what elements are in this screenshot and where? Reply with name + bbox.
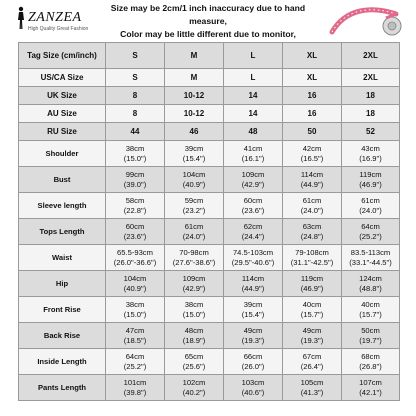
inch-value: (15.0")	[123, 309, 147, 319]
inch-value: (24.0")	[182, 231, 206, 241]
inch-value: (40.6")	[241, 387, 265, 397]
measurement-cell	[165, 167, 224, 193]
inch-value: (18.5")	[123, 335, 147, 345]
row-label-cell: Bust	[19, 167, 106, 193]
inch-value: (42.9")	[182, 283, 206, 293]
measurement-cell	[224, 323, 283, 349]
inch-value: (25.2")	[359, 231, 382, 241]
measurement-cell	[165, 375, 224, 401]
cm-value: 49cm	[243, 325, 263, 335]
measurement-cell	[106, 219, 165, 245]
row-label-cell: AU Size	[19, 105, 106, 123]
row-label-cell: Shoulder	[19, 141, 106, 167]
cm-value: 114cm	[300, 169, 324, 179]
cm-value: 65.5-93cm	[117, 247, 153, 257]
table-row	[19, 323, 400, 349]
value-cell: 50	[283, 123, 342, 141]
cm-value: 60cm	[243, 195, 263, 205]
table-row	[19, 271, 400, 297]
value-cell: 8	[106, 105, 165, 123]
value-cell: M	[165, 69, 224, 87]
cm-value: 59cm	[184, 195, 204, 205]
row-label-cell: Front Rise	[19, 297, 106, 323]
header-label-cell: Tag Size (cm/inch)	[19, 43, 106, 69]
row-label-cell: RU Size	[19, 123, 106, 141]
cm-value: 104cm	[182, 169, 206, 179]
row-label-cell: Tops Length	[19, 219, 106, 245]
inch-value: (40.2")	[182, 387, 206, 397]
value-cell: 48	[224, 123, 283, 141]
cm-value: 104cm	[123, 273, 147, 283]
inch-value: (41.3")	[300, 387, 324, 397]
cm-value: 41cm	[243, 143, 263, 153]
brand-logo	[14, 6, 94, 38]
inch-value: (23.2")	[182, 205, 206, 215]
measurement-cell	[165, 271, 224, 297]
cm-value: 39cm	[184, 143, 204, 153]
measuring-tape-icon	[326, 4, 406, 40]
inch-value: (29.5"-40.6")	[231, 257, 275, 267]
cm-value: 105cm	[300, 377, 324, 387]
cm-value: 48cm	[184, 325, 204, 335]
inch-value: (42.9")	[241, 179, 265, 189]
value-cell: 10-12	[165, 105, 224, 123]
cm-value: 65cm	[184, 351, 204, 361]
measurement-cell	[283, 219, 342, 245]
table-row	[19, 105, 400, 123]
table-row	[19, 349, 400, 375]
row-label-cell: Sleeve length	[19, 193, 106, 219]
measurement-cell	[106, 349, 165, 375]
measurement-cell	[106, 167, 165, 193]
inch-value: (19.3")	[300, 335, 324, 345]
cm-value: 64cm	[125, 351, 145, 361]
size-header-cell: L	[224, 43, 283, 69]
cm-value: 74.5-103cm	[232, 247, 274, 257]
cm-value: 42cm	[302, 143, 322, 153]
inch-value: (26.4")	[300, 361, 324, 371]
inch-value: (31.1"-42.5")	[290, 257, 334, 267]
inch-value: (44.9")	[300, 179, 324, 189]
measurement-cell	[224, 349, 283, 375]
measurement-cell	[342, 271, 400, 297]
notice-line-2: Color may be little different due to monitor,	[120, 29, 296, 39]
woman-silhouette-icon	[16, 6, 26, 30]
measurement-cell	[106, 323, 165, 349]
value-cell: 44	[106, 123, 165, 141]
cm-value: 66cm	[243, 351, 263, 361]
measurement-cell	[165, 323, 224, 349]
cm-value: 50cm	[361, 325, 380, 335]
row-label-cell: Pants Length	[19, 375, 106, 401]
table-row	[19, 141, 400, 167]
brand-tagline: High Quality Great Fashion	[28, 26, 89, 32]
inch-value: (24.0")	[300, 205, 324, 215]
inch-value: (33.1"-44.5")	[349, 257, 392, 267]
measurement-cell	[165, 245, 224, 271]
measurement-cell	[283, 349, 342, 375]
cm-value: 99cm	[125, 169, 145, 179]
inch-value: (46.9")	[300, 283, 324, 293]
value-cell: S	[106, 69, 165, 87]
value-cell: 2XL	[342, 69, 400, 87]
inch-value: (42.1")	[359, 387, 382, 397]
cm-value: 64cm	[361, 221, 380, 231]
cm-value: 49cm	[302, 325, 322, 335]
inch-value: (15.0")	[182, 309, 206, 319]
value-cell: 8	[106, 87, 165, 105]
inch-value: (25.6")	[182, 361, 206, 371]
cm-value: 40cm	[361, 299, 380, 309]
row-label-cell: Back Rise	[19, 323, 106, 349]
measurement-cell	[342, 349, 400, 375]
row-label-cell: Hip	[19, 271, 106, 297]
size-header-cell: S	[106, 43, 165, 69]
cm-value: 38cm	[125, 299, 145, 309]
value-cell: 16	[283, 87, 342, 105]
measurement-cell	[283, 167, 342, 193]
measurement-cell	[342, 219, 400, 245]
measurement-cell	[342, 375, 400, 401]
measurement-cell	[283, 141, 342, 167]
value-cell: 18	[342, 105, 400, 123]
cm-value: 38cm	[184, 299, 204, 309]
table-row	[19, 297, 400, 323]
table-header-row	[19, 43, 400, 69]
value-cell: 14	[224, 105, 283, 123]
inch-value: (16.9")	[359, 153, 382, 163]
measurement-cell	[283, 375, 342, 401]
cm-value: 40cm	[302, 299, 322, 309]
measurement-cell	[224, 219, 283, 245]
cm-value: 107cm	[359, 377, 382, 387]
cm-value: 119cm	[359, 169, 382, 179]
size-header-cell: M	[165, 43, 224, 69]
table-row	[19, 219, 400, 245]
measurement-cell	[106, 141, 165, 167]
inch-value: (24.0")	[359, 205, 382, 215]
inch-value: (39.0")	[123, 179, 147, 189]
inch-value: (44.9")	[241, 283, 265, 293]
value-cell: L	[224, 69, 283, 87]
cm-value: 83.5-113cm	[350, 247, 391, 257]
header	[0, 0, 416, 42]
cm-value: 109cm	[241, 169, 265, 179]
cm-value: 61cm	[184, 221, 204, 231]
row-label-cell: US/CA Size	[19, 69, 106, 87]
size-chart-table	[18, 42, 400, 401]
notice-line-1: Size may be 2cm/1 inch inaccuracy due to hand measure,	[110, 3, 306, 26]
value-cell: 14	[224, 87, 283, 105]
cm-value: 119cm	[300, 273, 324, 283]
inch-value: (25.2")	[123, 361, 147, 371]
cm-value: 114cm	[241, 273, 265, 283]
cm-value: 102cm	[182, 377, 206, 387]
inch-value: (18.9")	[182, 335, 206, 345]
measurement-cell	[283, 193, 342, 219]
inch-value: (15.4")	[182, 153, 206, 163]
inch-value: (15.7")	[359, 309, 382, 319]
cm-value: 39cm	[243, 299, 263, 309]
measurement-cell	[165, 219, 224, 245]
table-row	[19, 193, 400, 219]
value-cell: 46	[165, 123, 224, 141]
measurement-cell	[165, 349, 224, 375]
measurement-cell	[342, 167, 400, 193]
row-label-cell: Inside Length	[19, 349, 106, 375]
measurement-cell	[106, 375, 165, 401]
inch-value: (39.8")	[123, 387, 147, 397]
measurement-cell	[224, 167, 283, 193]
inch-value: (16.5")	[300, 153, 324, 163]
measurement-cell	[165, 193, 224, 219]
inch-value: (19.3")	[241, 335, 265, 345]
measurement-cell	[165, 141, 224, 167]
inch-value: (40.9")	[123, 283, 147, 293]
measurement-cell	[106, 297, 165, 323]
cm-value: 109cm	[182, 273, 206, 283]
measurement-cell	[283, 245, 342, 271]
cm-value: 63cm	[302, 221, 322, 231]
measurement-cell	[224, 193, 283, 219]
cm-value: 43cm	[361, 143, 380, 153]
inch-value: (24.4")	[241, 231, 265, 241]
table-row	[19, 87, 400, 105]
inch-value: (40.9")	[182, 179, 206, 189]
inch-value: (23.6")	[123, 231, 147, 241]
measurement-cell	[283, 297, 342, 323]
measurement-cell	[106, 245, 165, 271]
value-cell: 18	[342, 87, 400, 105]
cm-value: 103cm	[241, 377, 265, 387]
cm-value: 38cm	[125, 143, 145, 153]
table-row	[19, 167, 400, 193]
measurement-cell	[342, 141, 400, 167]
row-label-cell: Waist	[19, 245, 106, 271]
cm-value: 60cm	[125, 221, 145, 231]
inch-value: (46.9")	[359, 179, 382, 189]
measurement-cell	[224, 375, 283, 401]
cm-value: 79-108cm	[295, 247, 329, 257]
measurement-cell	[283, 323, 342, 349]
size-header-cell: XL	[283, 43, 342, 69]
inch-value: (24.8")	[300, 231, 324, 241]
value-cell: XL	[283, 69, 342, 87]
table-row	[19, 69, 400, 87]
measurement-cell	[224, 245, 283, 271]
cm-value: 47cm	[125, 325, 145, 335]
value-cell: 16	[283, 105, 342, 123]
inch-value: (19.7")	[359, 335, 382, 345]
measurement-cell	[224, 271, 283, 297]
cm-value: 58cm	[125, 195, 145, 205]
inch-value: (26.8")	[359, 361, 382, 371]
measurement-cell	[106, 193, 165, 219]
inch-value: (15.0")	[123, 153, 147, 163]
row-label-cell: UK Size	[19, 87, 106, 105]
cm-value: 101cm	[123, 377, 147, 387]
measurement-cell	[165, 297, 224, 323]
measurement-cell	[342, 245, 400, 271]
cm-value: 61cm	[302, 195, 322, 205]
inch-value: (23.6")	[241, 205, 265, 215]
inch-value: (16.1")	[241, 153, 265, 163]
measurement-cell	[224, 141, 283, 167]
cm-value: 70-98cm	[179, 247, 209, 257]
measurement-cell	[224, 297, 283, 323]
value-cell: 10-12	[165, 87, 224, 105]
cm-value: 61cm	[361, 195, 380, 205]
cm-value: 62cm	[243, 221, 263, 231]
inch-value: (26.0"-36.6")	[113, 257, 157, 267]
cm-value: 67cm	[302, 351, 322, 361]
inch-value: (26.0")	[241, 361, 265, 371]
table-row	[19, 375, 400, 401]
cm-value: 68cm	[361, 351, 380, 361]
cm-value: 124cm	[359, 273, 382, 283]
table-row	[19, 123, 400, 141]
measurement-cell	[106, 271, 165, 297]
measurement-cell	[283, 271, 342, 297]
inch-value: (22.8")	[123, 205, 147, 215]
measurement-cell	[342, 323, 400, 349]
brand-name: ZANZEA	[28, 10, 82, 25]
inch-value: (48.8")	[359, 283, 382, 293]
table-row	[19, 245, 400, 271]
measurement-cell	[342, 297, 400, 323]
inch-value: (27.6"-38.6")	[172, 257, 216, 267]
value-cell: 52	[342, 123, 400, 141]
inch-value: (15.7")	[300, 309, 324, 319]
size-header-cell: 2XL	[342, 43, 400, 69]
inch-value: (15.4")	[241, 309, 265, 319]
measurement-cell	[342, 193, 400, 219]
